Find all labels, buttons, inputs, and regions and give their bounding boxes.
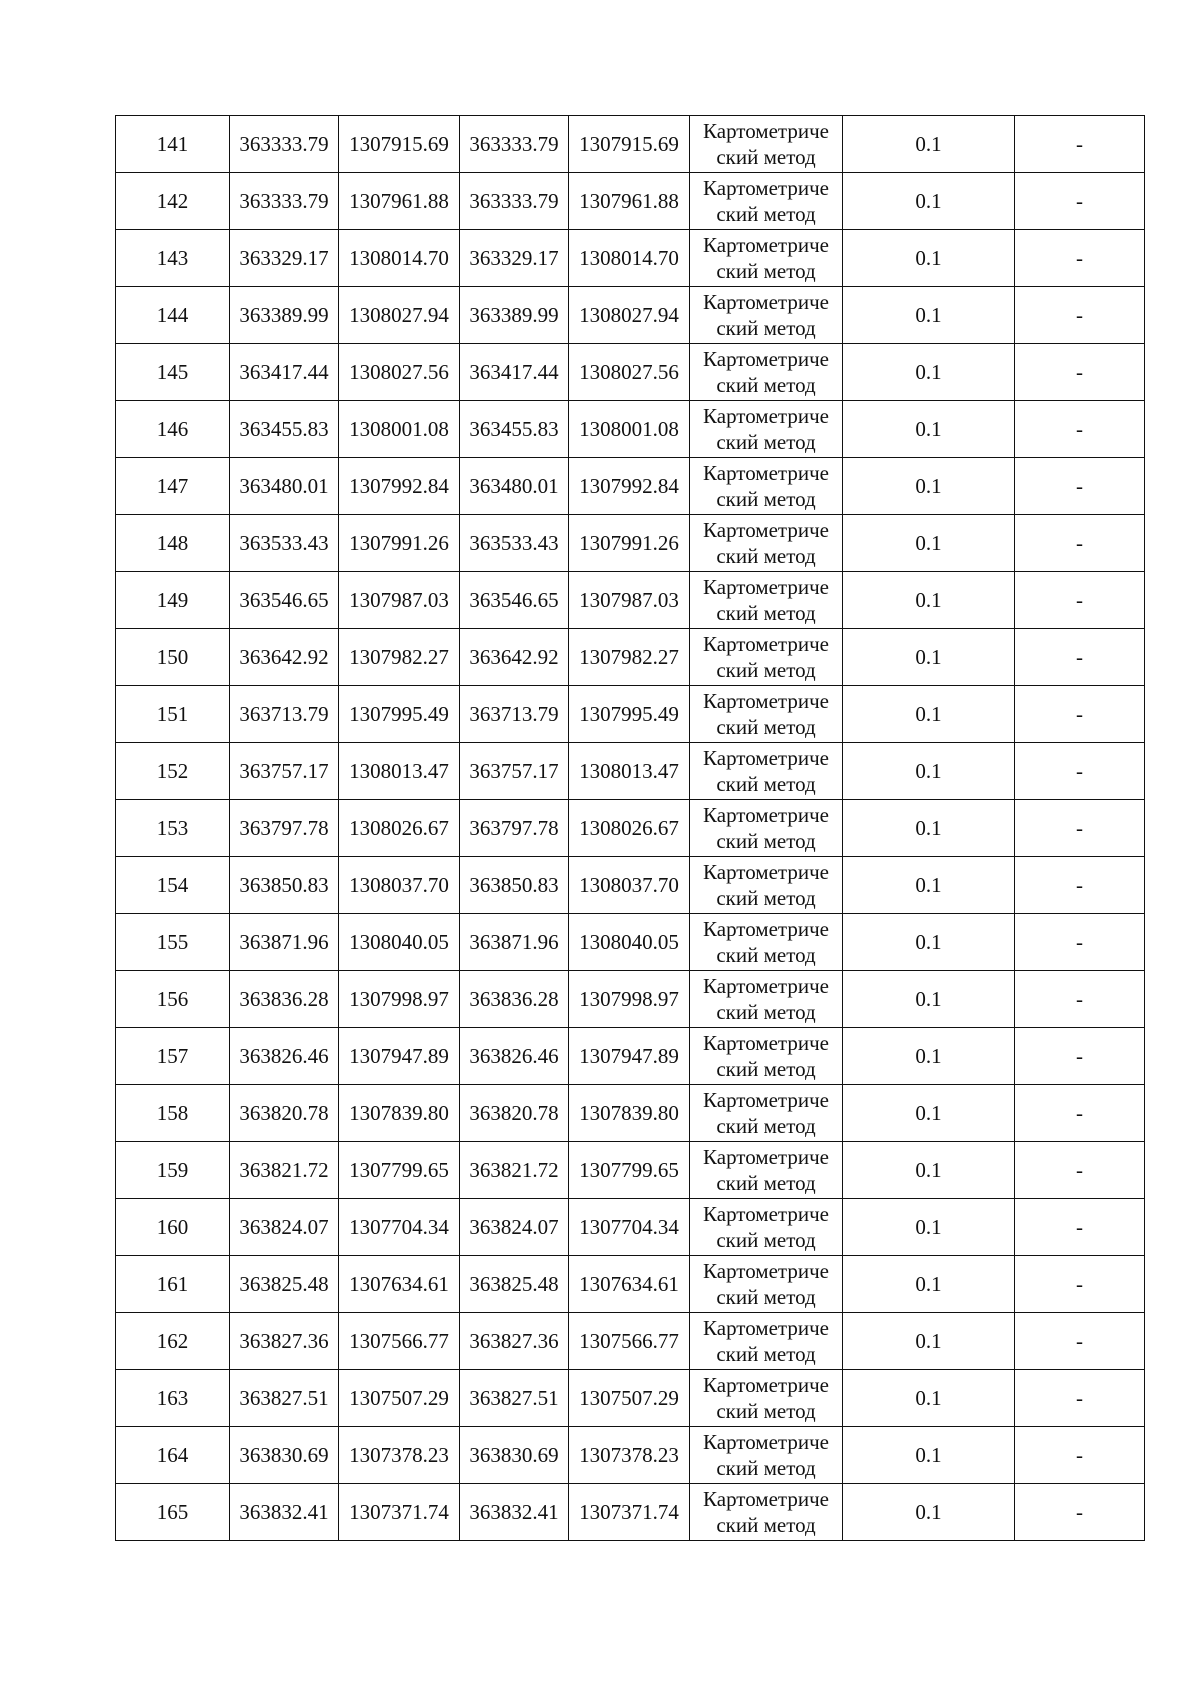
table-row	[116, 1427, 1145, 1484]
existing-y-cell: 1307998.97	[339, 971, 460, 1028]
table-row	[116, 230, 1145, 287]
method-cell	[690, 686, 843, 743]
precision-cell: 0.1	[843, 1370, 1015, 1427]
precision-cell: 0.1	[843, 629, 1015, 686]
new-y-cell: 1308014.70	[569, 230, 690, 287]
precision-cell: 0.1	[843, 800, 1015, 857]
method-cell	[690, 401, 843, 458]
new-x-cell: 363417.44	[460, 344, 569, 401]
method-text-line-1: Картометриче	[703, 803, 829, 827]
table-row	[116, 1370, 1145, 1427]
note-cell: -	[1015, 230, 1145, 287]
method-cell	[690, 1313, 843, 1370]
method-cell	[690, 743, 843, 800]
new-x-cell: 363329.17	[460, 230, 569, 287]
new-x-cell: 363824.07	[460, 1199, 569, 1256]
note-cell: -	[1015, 971, 1145, 1028]
point-number-cell: 149	[116, 572, 230, 629]
method-cell	[690, 230, 843, 287]
existing-y-cell: 1307799.65	[339, 1142, 460, 1199]
method-text-line-2: ский метод	[716, 1285, 816, 1309]
point-number-cell: 154	[116, 857, 230, 914]
existing-y-cell: 1308001.08	[339, 401, 460, 458]
method-text-line-1: Картометриче	[703, 917, 829, 941]
existing-x-cell: 363757.17	[230, 743, 339, 800]
new-x-cell: 363836.28	[460, 971, 569, 1028]
new-y-cell: 1307839.80	[569, 1085, 690, 1142]
method-cell	[690, 1484, 843, 1541]
new-y-cell: 1307378.23	[569, 1427, 690, 1484]
method-text-line-2: ский метод	[716, 1456, 816, 1480]
new-x-cell: 363333.79	[460, 116, 569, 173]
method-cell	[690, 629, 843, 686]
point-number-cell: 143	[116, 230, 230, 287]
note-cell: -	[1015, 914, 1145, 971]
note-cell: -	[1015, 458, 1145, 515]
table-row	[116, 173, 1145, 230]
table-row	[116, 800, 1145, 857]
method-text-line-2: ский метод	[716, 202, 816, 226]
method-text-line-2: ский метод	[716, 886, 816, 910]
new-y-cell: 1307991.26	[569, 515, 690, 572]
note-cell: -	[1015, 686, 1145, 743]
existing-x-cell: 363871.96	[230, 914, 339, 971]
existing-y-cell: 1307947.89	[339, 1028, 460, 1085]
note-cell: -	[1015, 572, 1145, 629]
precision-cell: 0.1	[843, 743, 1015, 800]
point-number-cell: 150	[116, 629, 230, 686]
table-row	[116, 116, 1145, 173]
method-cell	[690, 1142, 843, 1199]
table-row	[116, 1028, 1145, 1085]
new-y-cell: 1307982.27	[569, 629, 690, 686]
method-text-line-1: Картометриче	[703, 1430, 829, 1454]
table-row	[116, 458, 1145, 515]
point-number-cell: 155	[116, 914, 230, 971]
method-text-line-1: Картометриче	[703, 1202, 829, 1226]
new-x-cell: 363820.78	[460, 1085, 569, 1142]
method-text-line-1: Картометриче	[703, 1145, 829, 1169]
method-cell	[690, 116, 843, 173]
existing-x-cell: 363417.44	[230, 344, 339, 401]
existing-x-cell: 363455.83	[230, 401, 339, 458]
new-x-cell: 363546.65	[460, 572, 569, 629]
existing-x-cell: 363825.48	[230, 1256, 339, 1313]
method-cell	[690, 287, 843, 344]
method-text-line-2: ский метод	[716, 1114, 816, 1138]
method-text-line-1: Картометриче	[703, 290, 829, 314]
point-number-cell: 161	[116, 1256, 230, 1313]
method-text-line-1: Картометриче	[703, 461, 829, 485]
precision-cell: 0.1	[843, 914, 1015, 971]
method-text-line-2: ский метод	[716, 715, 816, 739]
note-cell: -	[1015, 800, 1145, 857]
method-text-line-2: ский метод	[716, 430, 816, 454]
note-cell: -	[1015, 287, 1145, 344]
table-row	[116, 287, 1145, 344]
new-x-cell: 363827.51	[460, 1370, 569, 1427]
table-row	[116, 857, 1145, 914]
table-row	[116, 971, 1145, 1028]
existing-y-cell: 1307566.77	[339, 1313, 460, 1370]
table-row	[116, 572, 1145, 629]
existing-y-cell: 1308013.47	[339, 743, 460, 800]
precision-cell: 0.1	[843, 287, 1015, 344]
method-cell	[690, 1427, 843, 1484]
new-x-cell: 363480.01	[460, 458, 569, 515]
new-y-cell: 1307947.89	[569, 1028, 690, 1085]
note-cell: -	[1015, 173, 1145, 230]
existing-y-cell: 1307987.03	[339, 572, 460, 629]
note-cell: -	[1015, 629, 1145, 686]
point-number-cell: 148	[116, 515, 230, 572]
table-row	[116, 401, 1145, 458]
table-row	[116, 1085, 1145, 1142]
note-cell: -	[1015, 743, 1145, 800]
precision-cell: 0.1	[843, 401, 1015, 458]
existing-x-cell: 363533.43	[230, 515, 339, 572]
method-text-line-1: Картометриче	[703, 1088, 829, 1112]
precision-cell: 0.1	[843, 1313, 1015, 1370]
method-text-line-2: ский метод	[716, 544, 816, 568]
new-x-cell: 363827.36	[460, 1313, 569, 1370]
existing-y-cell: 1308027.94	[339, 287, 460, 344]
new-y-cell: 1307704.34	[569, 1199, 690, 1256]
table-row	[116, 1199, 1145, 1256]
point-number-cell: 146	[116, 401, 230, 458]
point-number-cell: 152	[116, 743, 230, 800]
method-cell	[690, 800, 843, 857]
note-cell: -	[1015, 1085, 1145, 1142]
precision-cell: 0.1	[843, 1199, 1015, 1256]
table-row	[116, 1313, 1145, 1370]
note-cell: -	[1015, 1199, 1145, 1256]
point-number-cell: 145	[116, 344, 230, 401]
existing-y-cell: 1308027.56	[339, 344, 460, 401]
existing-x-cell: 363830.69	[230, 1427, 339, 1484]
method-text-line-2: ский метод	[716, 658, 816, 682]
method-text-line-1: Картометриче	[703, 1373, 829, 1397]
precision-cell: 0.1	[843, 1085, 1015, 1142]
method-cell	[690, 458, 843, 515]
method-text-line-1: Картометриче	[703, 575, 829, 599]
existing-y-cell: 1308014.70	[339, 230, 460, 287]
method-cell	[690, 914, 843, 971]
new-x-cell: 363797.78	[460, 800, 569, 857]
method-text-line-1: Картометриче	[703, 860, 829, 884]
note-cell: -	[1015, 1256, 1145, 1313]
point-number-cell: 159	[116, 1142, 230, 1199]
method-text-line-1: Картометриче	[703, 347, 829, 371]
method-text-line-1: Картометриче	[703, 119, 829, 143]
precision-cell: 0.1	[843, 1256, 1015, 1313]
method-text-line-2: ский метод	[716, 487, 816, 511]
precision-cell: 0.1	[843, 1142, 1015, 1199]
new-y-cell: 1307915.69	[569, 116, 690, 173]
method-text-line-2: ский метод	[716, 1228, 816, 1252]
precision-cell: 0.1	[843, 116, 1015, 173]
point-number-cell: 165	[116, 1484, 230, 1541]
point-number-cell: 151	[116, 686, 230, 743]
existing-y-cell: 1307839.80	[339, 1085, 460, 1142]
existing-x-cell: 363389.99	[230, 287, 339, 344]
precision-cell: 0.1	[843, 572, 1015, 629]
method-text-line-1: Картометриче	[703, 233, 829, 257]
method-text-line-1: Картометриче	[703, 1259, 829, 1283]
method-text-line-1: Картометриче	[703, 1316, 829, 1340]
new-y-cell: 1307507.29	[569, 1370, 690, 1427]
precision-cell: 0.1	[843, 230, 1015, 287]
method-text-line-2: ский метод	[716, 145, 816, 169]
coordinates-table	[115, 115, 1145, 1541]
point-number-cell: 163	[116, 1370, 230, 1427]
existing-x-cell: 363832.41	[230, 1484, 339, 1541]
existing-x-cell: 363480.01	[230, 458, 339, 515]
table-row	[116, 1484, 1145, 1541]
new-y-cell: 1308027.94	[569, 287, 690, 344]
new-x-cell: 363757.17	[460, 743, 569, 800]
table-row	[116, 743, 1145, 800]
method-cell	[690, 572, 843, 629]
method-cell	[690, 173, 843, 230]
table-body	[116, 116, 1145, 1541]
method-text-line-2: ский метод	[716, 259, 816, 283]
method-cell	[690, 1256, 843, 1313]
note-cell: -	[1015, 1028, 1145, 1085]
table-row	[116, 1142, 1145, 1199]
precision-cell: 0.1	[843, 971, 1015, 1028]
existing-y-cell: 1307371.74	[339, 1484, 460, 1541]
new-x-cell: 363333.79	[460, 173, 569, 230]
new-x-cell: 363455.83	[460, 401, 569, 458]
precision-cell: 0.1	[843, 173, 1015, 230]
table-row	[116, 629, 1145, 686]
existing-y-cell: 1307991.26	[339, 515, 460, 572]
new-x-cell: 363713.79	[460, 686, 569, 743]
existing-x-cell: 363836.28	[230, 971, 339, 1028]
new-x-cell: 363389.99	[460, 287, 569, 344]
precision-cell: 0.1	[843, 686, 1015, 743]
point-number-cell: 158	[116, 1085, 230, 1142]
existing-y-cell: 1307378.23	[339, 1427, 460, 1484]
existing-x-cell: 363329.17	[230, 230, 339, 287]
method-cell	[690, 971, 843, 1028]
new-y-cell: 1307799.65	[569, 1142, 690, 1199]
method-text-line-1: Картометриче	[703, 1487, 829, 1511]
new-y-cell: 1308001.08	[569, 401, 690, 458]
method-text-line-1: Картометриче	[703, 1031, 829, 1055]
new-y-cell: 1307371.74	[569, 1484, 690, 1541]
new-y-cell: 1307961.88	[569, 173, 690, 230]
new-y-cell: 1308040.05	[569, 914, 690, 971]
method-cell	[690, 1370, 843, 1427]
method-text-line-2: ский метод	[716, 316, 816, 340]
method-cell	[690, 344, 843, 401]
method-cell	[690, 1028, 843, 1085]
existing-y-cell: 1307634.61	[339, 1256, 460, 1313]
new-y-cell: 1307634.61	[569, 1256, 690, 1313]
new-x-cell: 363642.92	[460, 629, 569, 686]
table-row	[116, 686, 1145, 743]
new-x-cell: 363533.43	[460, 515, 569, 572]
point-number-cell: 162	[116, 1313, 230, 1370]
existing-x-cell: 363827.36	[230, 1313, 339, 1370]
precision-cell: 0.1	[843, 458, 1015, 515]
existing-y-cell: 1307992.84	[339, 458, 460, 515]
method-text-line-2: ский метод	[716, 601, 816, 625]
note-cell: -	[1015, 1313, 1145, 1370]
point-number-cell: 144	[116, 287, 230, 344]
method-text-line-2: ский метод	[716, 373, 816, 397]
method-cell	[690, 515, 843, 572]
method-text-line-2: ский метод	[716, 772, 816, 796]
point-number-cell: 153	[116, 800, 230, 857]
new-y-cell: 1308037.70	[569, 857, 690, 914]
existing-y-cell: 1307995.49	[339, 686, 460, 743]
note-cell: -	[1015, 1484, 1145, 1541]
note-cell: -	[1015, 1427, 1145, 1484]
table-row	[116, 1256, 1145, 1313]
method-text-line-2: ский метод	[716, 829, 816, 853]
method-cell	[690, 1085, 843, 1142]
new-x-cell: 363825.48	[460, 1256, 569, 1313]
existing-x-cell: 363824.07	[230, 1199, 339, 1256]
existing-x-cell: 363546.65	[230, 572, 339, 629]
existing-x-cell: 363850.83	[230, 857, 339, 914]
new-x-cell: 363850.83	[460, 857, 569, 914]
table-row	[116, 914, 1145, 971]
existing-y-cell: 1307704.34	[339, 1199, 460, 1256]
method-cell	[690, 1199, 843, 1256]
note-cell: -	[1015, 344, 1145, 401]
new-x-cell: 363830.69	[460, 1427, 569, 1484]
point-number-cell: 142	[116, 173, 230, 230]
new-y-cell: 1307987.03	[569, 572, 690, 629]
method-text-line-1: Картометриче	[703, 518, 829, 542]
new-x-cell: 363871.96	[460, 914, 569, 971]
existing-x-cell: 363826.46	[230, 1028, 339, 1085]
method-text-line-1: Картометриче	[703, 974, 829, 998]
new-x-cell: 363821.72	[460, 1142, 569, 1199]
method-text-line-2: ский метод	[716, 1000, 816, 1024]
new-y-cell: 1307992.84	[569, 458, 690, 515]
method-text-line-1: Картометриче	[703, 689, 829, 713]
point-number-cell: 160	[116, 1199, 230, 1256]
point-number-cell: 157	[116, 1028, 230, 1085]
note-cell: -	[1015, 515, 1145, 572]
method-text-line-1: Картометриче	[703, 176, 829, 200]
new-x-cell: 363832.41	[460, 1484, 569, 1541]
existing-y-cell: 1308026.67	[339, 800, 460, 857]
existing-x-cell: 363333.79	[230, 173, 339, 230]
existing-y-cell: 1308040.05	[339, 914, 460, 971]
new-y-cell: 1307566.77	[569, 1313, 690, 1370]
method-text-line-2: ский метод	[716, 1171, 816, 1195]
existing-x-cell: 363642.92	[230, 629, 339, 686]
method-text-line-1: Картометриче	[703, 404, 829, 428]
method-text-line-2: ский метод	[716, 1513, 816, 1537]
note-cell: -	[1015, 1142, 1145, 1199]
table-row	[116, 344, 1145, 401]
new-x-cell: 363826.46	[460, 1028, 569, 1085]
precision-cell: 0.1	[843, 1028, 1015, 1085]
new-y-cell: 1308027.56	[569, 344, 690, 401]
note-cell: -	[1015, 116, 1145, 173]
point-number-cell: 141	[116, 116, 230, 173]
method-text-line-1: Картометриче	[703, 632, 829, 656]
existing-y-cell: 1307915.69	[339, 116, 460, 173]
new-y-cell: 1307995.49	[569, 686, 690, 743]
method-text-line-1: Картометриче	[703, 746, 829, 770]
existing-y-cell: 1307507.29	[339, 1370, 460, 1427]
precision-cell: 0.1	[843, 1427, 1015, 1484]
precision-cell: 0.1	[843, 857, 1015, 914]
new-y-cell: 1307998.97	[569, 971, 690, 1028]
table-row	[116, 515, 1145, 572]
existing-x-cell: 363827.51	[230, 1370, 339, 1427]
note-cell: -	[1015, 857, 1145, 914]
point-number-cell: 164	[116, 1427, 230, 1484]
precision-cell: 0.1	[843, 515, 1015, 572]
new-y-cell: 1308026.67	[569, 800, 690, 857]
existing-x-cell: 363797.78	[230, 800, 339, 857]
method-text-line-2: ский метод	[716, 1399, 816, 1423]
method-text-line-2: ский метод	[716, 943, 816, 967]
precision-cell: 0.1	[843, 344, 1015, 401]
method-cell	[690, 857, 843, 914]
point-number-cell: 156	[116, 971, 230, 1028]
point-number-cell: 147	[116, 458, 230, 515]
new-y-cell: 1308013.47	[569, 743, 690, 800]
existing-y-cell: 1307982.27	[339, 629, 460, 686]
existing-y-cell: 1308037.70	[339, 857, 460, 914]
existing-y-cell: 1307961.88	[339, 173, 460, 230]
existing-x-cell: 363821.72	[230, 1142, 339, 1199]
note-cell: -	[1015, 401, 1145, 458]
existing-x-cell: 363713.79	[230, 686, 339, 743]
existing-x-cell: 363820.78	[230, 1085, 339, 1142]
method-text-line-2: ский метод	[716, 1342, 816, 1366]
method-text-line-2: ский метод	[716, 1057, 816, 1081]
precision-cell: 0.1	[843, 1484, 1015, 1541]
note-cell: -	[1015, 1370, 1145, 1427]
existing-x-cell: 363333.79	[230, 116, 339, 173]
